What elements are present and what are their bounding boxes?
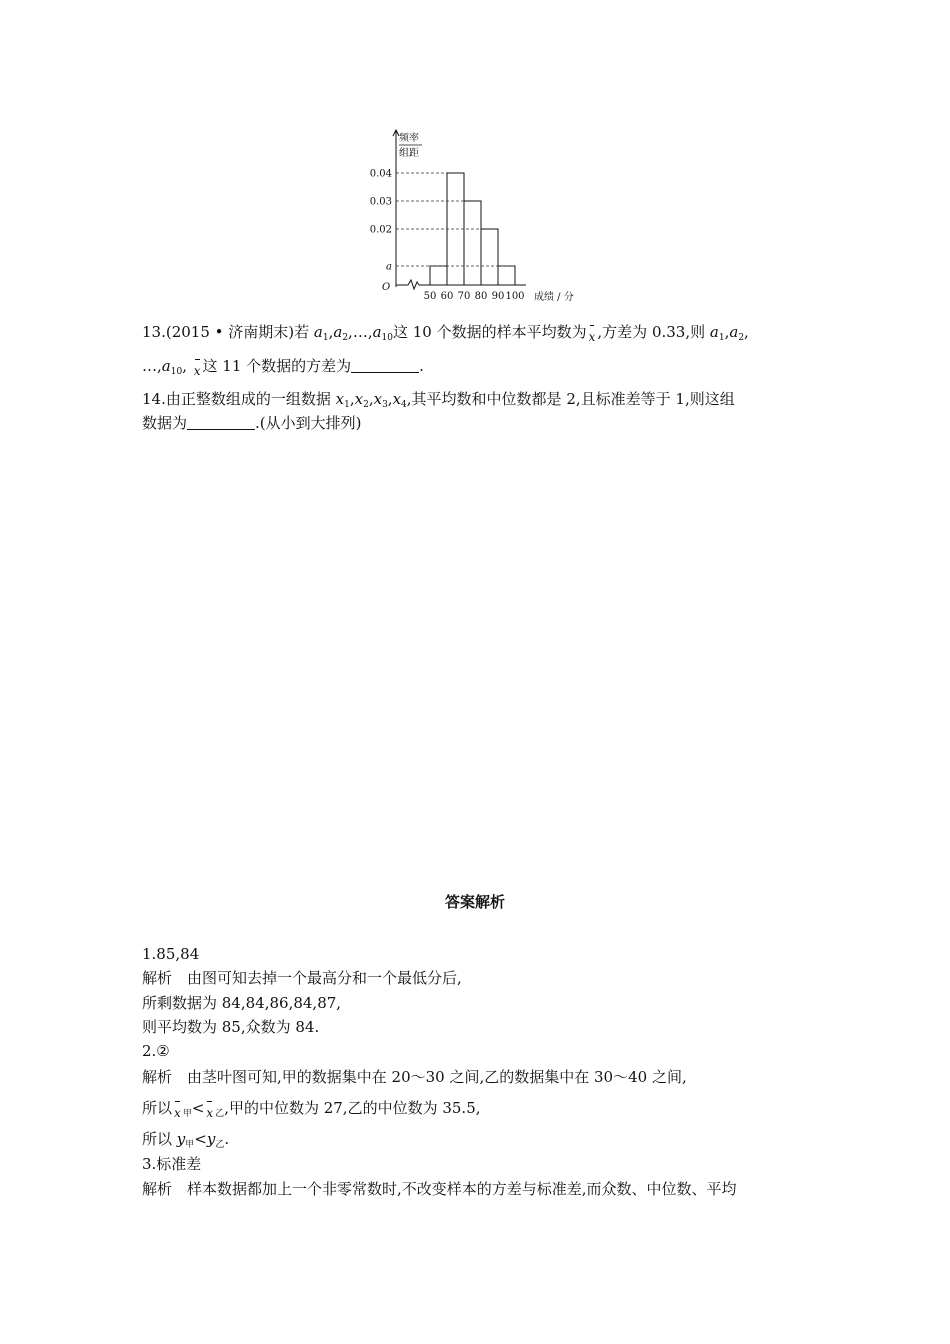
answer-3-line-1: 解析 样本数据都加上一个非零常数时,不改变样本的方差与标准差,而众数、中位数、平均: [142, 1180, 737, 1198]
histogram-bar: [464, 201, 481, 285]
y-tick-label: 0.02: [369, 224, 392, 236]
answer-1-line-2: 所剩数据为 84,84,86,84,87,: [142, 994, 342, 1012]
x-bar-symbol: x: [587, 327, 598, 347]
y-axis-label-denominator: 组距: [399, 148, 419, 159]
answer-blank[interactable]: [351, 358, 419, 373]
answer-blank[interactable]: [187, 415, 255, 430]
x-tick-label: 50: [423, 291, 437, 302]
answer-1-line-1: 解析 由图可知去掉一个最高分和一个最低分后,: [142, 969, 462, 987]
answer-1-head: 1.85,84: [142, 945, 200, 963]
y-axis-label-numerator: 频率: [399, 133, 419, 144]
answer-1-line-3: 则平均数为 85,众数为 84.: [142, 1018, 320, 1036]
y-tick-label: 0.03: [369, 196, 392, 208]
y-tick-label: a: [386, 261, 392, 273]
x-bar-symbol: x: [192, 361, 203, 381]
x-tick-label: 80: [474, 291, 488, 302]
question-14-line-2: 数据为 .(从小到大排列): [142, 414, 362, 432]
answer-2-line-3: 所以 $y_甲<y_乙$.: [142, 1130, 230, 1150]
answer-2-line-1: 解析 由茎叶图可知,甲的数据集中在 20～30 之间,乙的数据集中在 30～40 之间,: [142, 1068, 687, 1086]
histogram-bar: [498, 266, 515, 285]
histogram-bar: [481, 229, 498, 285]
x-tick-label: 70: [457, 291, 471, 302]
x-bar-symbol: x: [172, 1103, 183, 1123]
question-13-line-1: 13.(2015 • 济南期末)若 $a_1,a_2,\dots,a_{10}$这 10 个数据的样本平均数为 x ,方差为 0.33,则 $a_1,a_2$,: [142, 322, 749, 348]
origin-label: O: [382, 282, 391, 293]
histogram-bar: [430, 266, 447, 285]
x-bar-symbol: x: [204, 1103, 215, 1123]
x-tick-label: 60: [440, 291, 454, 302]
answers-title: 答案解析: [444, 893, 505, 911]
answer-2-head: 2.②: [142, 1042, 170, 1060]
y-tick-label: 0.04: [369, 168, 392, 180]
x-tick-label: 90: [491, 291, 505, 302]
answer-3-head: 3.标准差: [142, 1155, 202, 1173]
answer-2-line-2: 所以 x $_甲$< x $_乙$,甲的中位数为 27,乙的中位数为 35.5,: [142, 1098, 481, 1124]
question-13-line-2: $\dots,a_{10}$, x 这 11 个数据的方差为 .: [142, 356, 424, 382]
axis-break-mark: [408, 280, 419, 289]
x-tick-label: 100: [505, 291, 525, 302]
frequency-histogram: [360, 125, 610, 310]
x-axis-label: 成绩 / 分: [534, 292, 574, 303]
question-14-line-1: 14.由正整数组成的一组数据 $x_1,x_2,x_3,x_4$,其平均数和中位数都是 2,且标准差等于 1,则这组: [142, 390, 735, 410]
